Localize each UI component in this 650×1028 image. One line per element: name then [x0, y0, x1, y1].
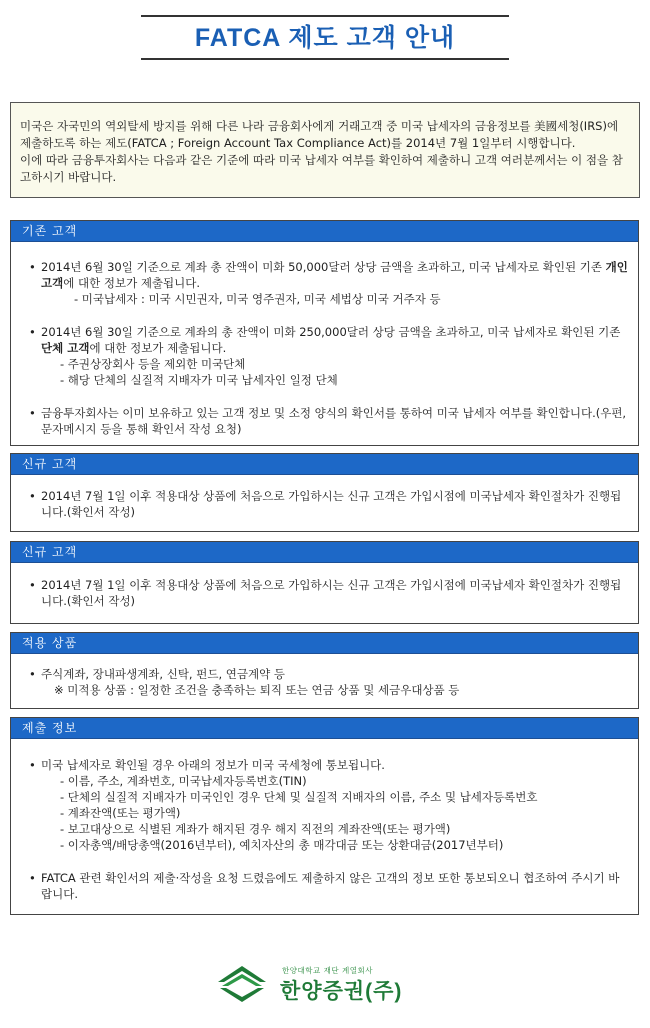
bold-term: 개인 고객	[41, 260, 628, 290]
section-body	[11, 739, 638, 902]
intro-paragraph-2: 이에 따라 금융투자회사는 다음과 같은 기준에 따라 미국 납세자 여부를 확인하여 제출하니 고객 여러분께서는 이 점을 참고하시기 바랍니다.	[20, 153, 623, 184]
section-body	[11, 242, 638, 437]
list-item: • 2014년 7월 1일 이후 적용대상 상품에 처음으로 가입하시는 신규 고객은 가입시점에 미국납세자 확인절차가 진행됩니다.(확인서 작성)	[29, 577, 630, 609]
list-item: • 금융투자회사는 이미 보유하고 있는 고객 정보 및 소정 양식의 확인서를 통하여 미국 납세자 여부를 확인합니다.(우편, 문자메시지 등을 통해 확인서 작성 요청)	[29, 405, 630, 437]
section-header: 제출 정보	[11, 718, 638, 739]
logo-tagline: 한양대학교 재단 계열회사	[282, 966, 373, 975]
hanyang-logo-icon	[216, 962, 268, 1006]
company-logo	[216, 962, 426, 1012]
section-new-customers	[10, 453, 639, 532]
list-item: • 2014년 6월 30일 기준으로 계좌의 총 잔액이 미화 250,000달러 상당 금액을 초과하고, 미국 납세자로 확인된 기존 단체 고객에 대한 정보가 제출됩니다.	[29, 324, 630, 356]
title-block	[141, 15, 509, 60]
section-submission-info	[10, 717, 639, 915]
section-body	[11, 563, 638, 609]
sub-item: - 단체의 실질적 지배자가 미국인인 경우 단체 및 실질적 지배자의 이름, 주소 및 납세자등록번호	[60, 790, 538, 804]
section-body	[11, 654, 638, 698]
list-item: • 주식계좌, 장내파생계좌, 신탁, 펀드, 연금계약 등	[29, 666, 630, 682]
section-existing-customers	[10, 220, 639, 446]
sub-item: - 이자총액/배당총액(2016년부터), 예치자산의 총 매각대금 또는 상환대금(2017년부터)	[60, 838, 504, 852]
section-applicable-products	[10, 632, 639, 709]
logo-name: 한양증권(주)	[280, 980, 403, 1003]
sub-item: - 계좌잔액(또는 평가액)	[60, 806, 181, 820]
intro-paragraph-1: 미국은 자국민의 역외탈세 방지를 위해 다른 나라 금융회사에게 거래고객 중 미국 납세자의 금융정보를 美國세청(IRS)에 제출하도록 하는 제도(FATCA ; Foreign Account Tax Compliance Act)를 2014년 7월 1일부터 시행합니다.	[20, 119, 619, 150]
list-item: • 2014년 7월 1일 이후 적용대상 상품에 처음으로 가입하시는 신규 고객은 가입시점에 미국납세자 확인절차가 진행됩니다.(확인서 작성)	[29, 488, 630, 520]
section-header: 적용 상품	[11, 633, 638, 654]
sub-item: - 미국납세자 : 미국 시민권자, 미국 영주권자, 미국 세법상 미국 거주자 등	[74, 292, 441, 306]
title-bottom-rule	[141, 58, 509, 60]
list-item: • 2014년 6월 30일 기준으로 계좌 총 잔액이 미화 50,000달러 상당 금액을 초과하고, 미국 납세자로 확인된 기존 개인 고객에 대한 정보가 제출됩니다.	[29, 259, 630, 291]
intro-box	[10, 102, 640, 198]
section-body	[11, 475, 638, 520]
bold-term: 단체 고객	[41, 341, 90, 355]
page-title: FATCA 제도 고객 안내	[194, 24, 456, 52]
section-new-customers-2	[10, 541, 639, 624]
list-item: • FATCA 관련 확인서의 제출·작성을 요청 드렸음에도 제출하지 않은 고객의 정보 또한 통보되오니 협조하여 주시기 바랍니다.	[29, 870, 630, 902]
sub-item: - 보고대상으로 식별된 계좌가 해지된 경우 해지 직전의 계좌잔액(또는 평가액)	[60, 822, 451, 836]
sub-item: - 해당 단체의 실질적 지배자가 미국 납세자인 일정 단체	[60, 373, 338, 387]
list-item: • 미국 납세자로 확인될 경우 아래의 정보가 미국 국세청에 통보됩니다.	[29, 757, 630, 773]
note-item: ※ 미적용 상품 : 일정한 조건을 충족하는 퇴직 또는 연금 상품 및 세금우대상품 등	[54, 683, 460, 697]
sub-item: - 이름, 주소, 계좌번호, 미국납세자등록번호(TIN)	[60, 774, 307, 788]
section-header: 기존 고객	[11, 221, 638, 242]
section-header: 신규 고객	[11, 454, 638, 475]
sub-item: - 주권상장회사 등을 제외한 미국단체	[60, 357, 246, 371]
section-header: 신규 고객	[11, 542, 638, 563]
